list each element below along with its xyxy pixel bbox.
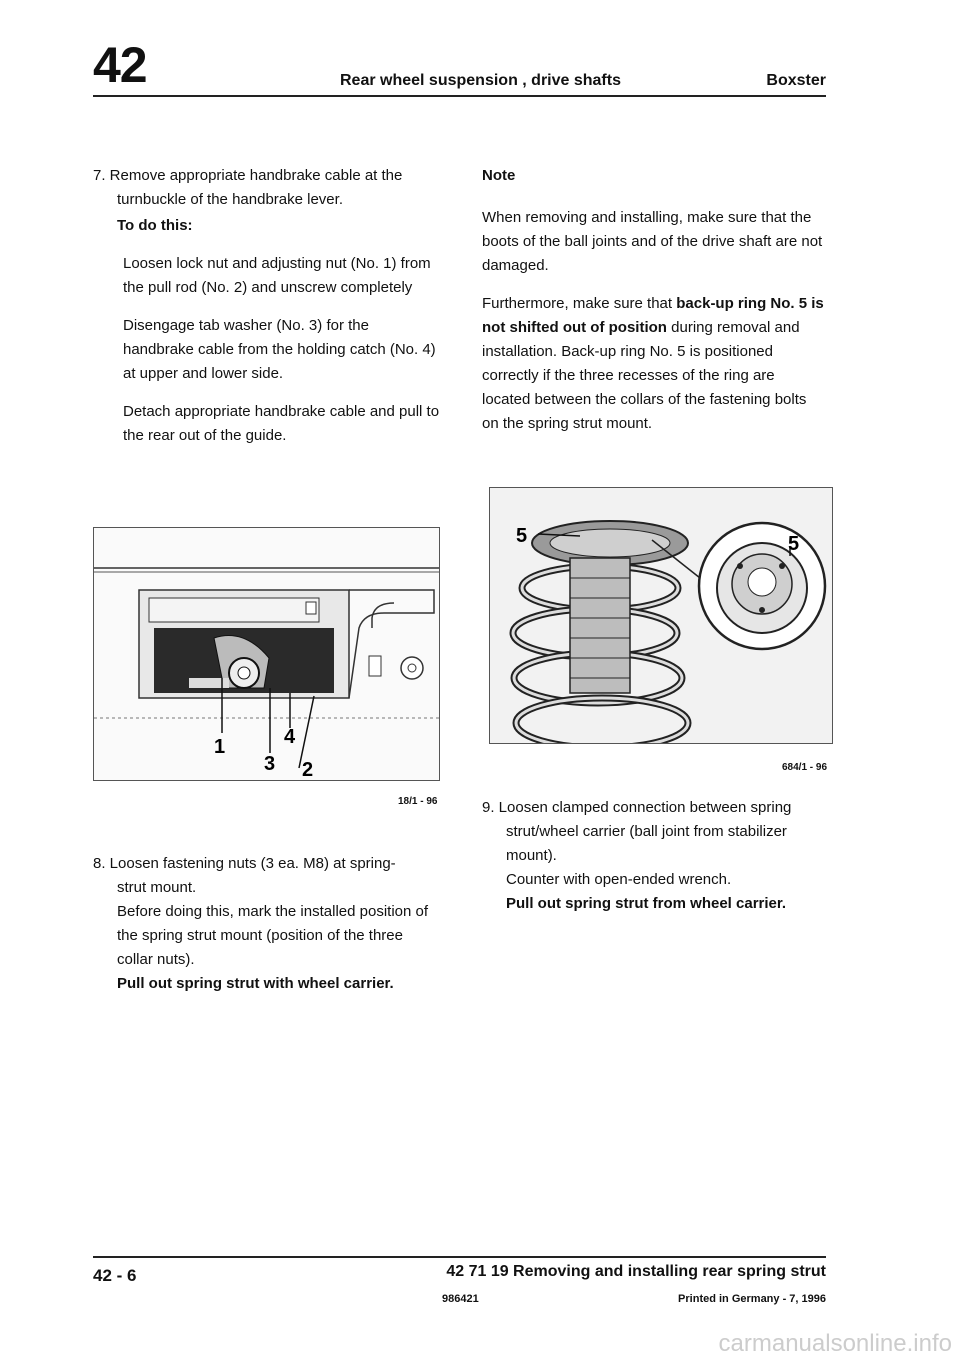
step-8-continuation: strut mount. (117, 879, 197, 896)
header-title: Rear wheel suspension , drive shafts (340, 72, 621, 89)
todo-label: To do this: (117, 217, 193, 234)
step-9-detail: Counter with open-ended wrench. (506, 871, 732, 888)
header-rule (93, 95, 826, 97)
footer-code: 986421 (442, 1293, 479, 1305)
footer-rule (93, 1256, 826, 1258)
page-number: 42 - 6 (93, 1266, 137, 1285)
step-8-text: 8. Loosen fastening nuts (3 ea. M8) at spring- (93, 855, 396, 872)
step-9-text: 9. Loosen clamped connection between spring (482, 799, 792, 816)
callout-5-left: 5 (516, 525, 528, 547)
note-p2-start: Furthermore, make sure that (482, 295, 677, 312)
note-p2-bold: back-up ring No. 5 is not shifted out of position (482, 295, 824, 336)
spring-strut-figure (489, 487, 833, 744)
note-paragraph-1: When removing and installing, make sure that the boots of the ball joints and of the drive shaft are not damaged. (482, 209, 823, 274)
note-title: Note (482, 167, 516, 184)
step-8-detail: Before doing this, mark the installed position of the spring strut mount (position of the three collar nuts). (117, 903, 429, 968)
spring-strut-figure-caption: 684/1 - 96 (782, 762, 828, 773)
step-9-continuation: strut/wheel carrier (ball joint from stabilizer mount). (506, 823, 787, 864)
substep-2: Disengage tab washer (No. 3) for the handbrake cable from the holding catch (No. 4) at upper and lower side. (123, 317, 436, 382)
step-9 (482, 796, 827, 916)
callout-4: 4 (284, 726, 296, 748)
step-8 (93, 852, 438, 996)
footer-printed: Printed in Germany - 7, 1996 (678, 1293, 826, 1305)
callout-3: 3 (264, 753, 276, 775)
step-7-text: 7. Remove appropriate handbrake cable at the (93, 167, 403, 184)
footer-title: 42 71 19 Removing and installing rear spring strut (446, 1263, 826, 1280)
callout-1: 1 (214, 736, 226, 758)
substep-3: Detach appropriate handbrake cable and pull to the rear out of the guide. (123, 403, 440, 444)
handbrake-figure (93, 527, 440, 781)
chapter-number: 42 (93, 37, 147, 93)
note-p2-end: during removal and installation. Back-up ring No. 5 is positioned correctly if the three recesses of the ring are located between the collars of the fastening bolts on the spring strut mount. (482, 319, 807, 432)
step-8-bold: Pull out spring strut with wheel carrier. (117, 975, 394, 992)
callout-2: 2 (302, 759, 314, 780)
handbrake-illustration (94, 528, 439, 780)
watermark: carmanualsonline.info (718, 1330, 952, 1357)
note-paragraph-2 (482, 292, 827, 436)
handbrake-figure-caption: 18/1 - 96 (398, 796, 438, 807)
step-7-continuation: turnbuckle of the handbrake lever. (117, 191, 343, 208)
substep-1: Loosen lock nut and adjusting nut (No. 1) from the pull rod (No. 2) and unscrew completely (123, 255, 431, 296)
spring-strut-illustration (490, 488, 832, 743)
step-7 (93, 164, 438, 448)
callout-5-right: 5 (788, 533, 800, 555)
header-model: Boxster (766, 72, 826, 89)
step-9-bold: Pull out spring strut from wheel carrier. (506, 895, 787, 912)
note-section (482, 164, 827, 436)
